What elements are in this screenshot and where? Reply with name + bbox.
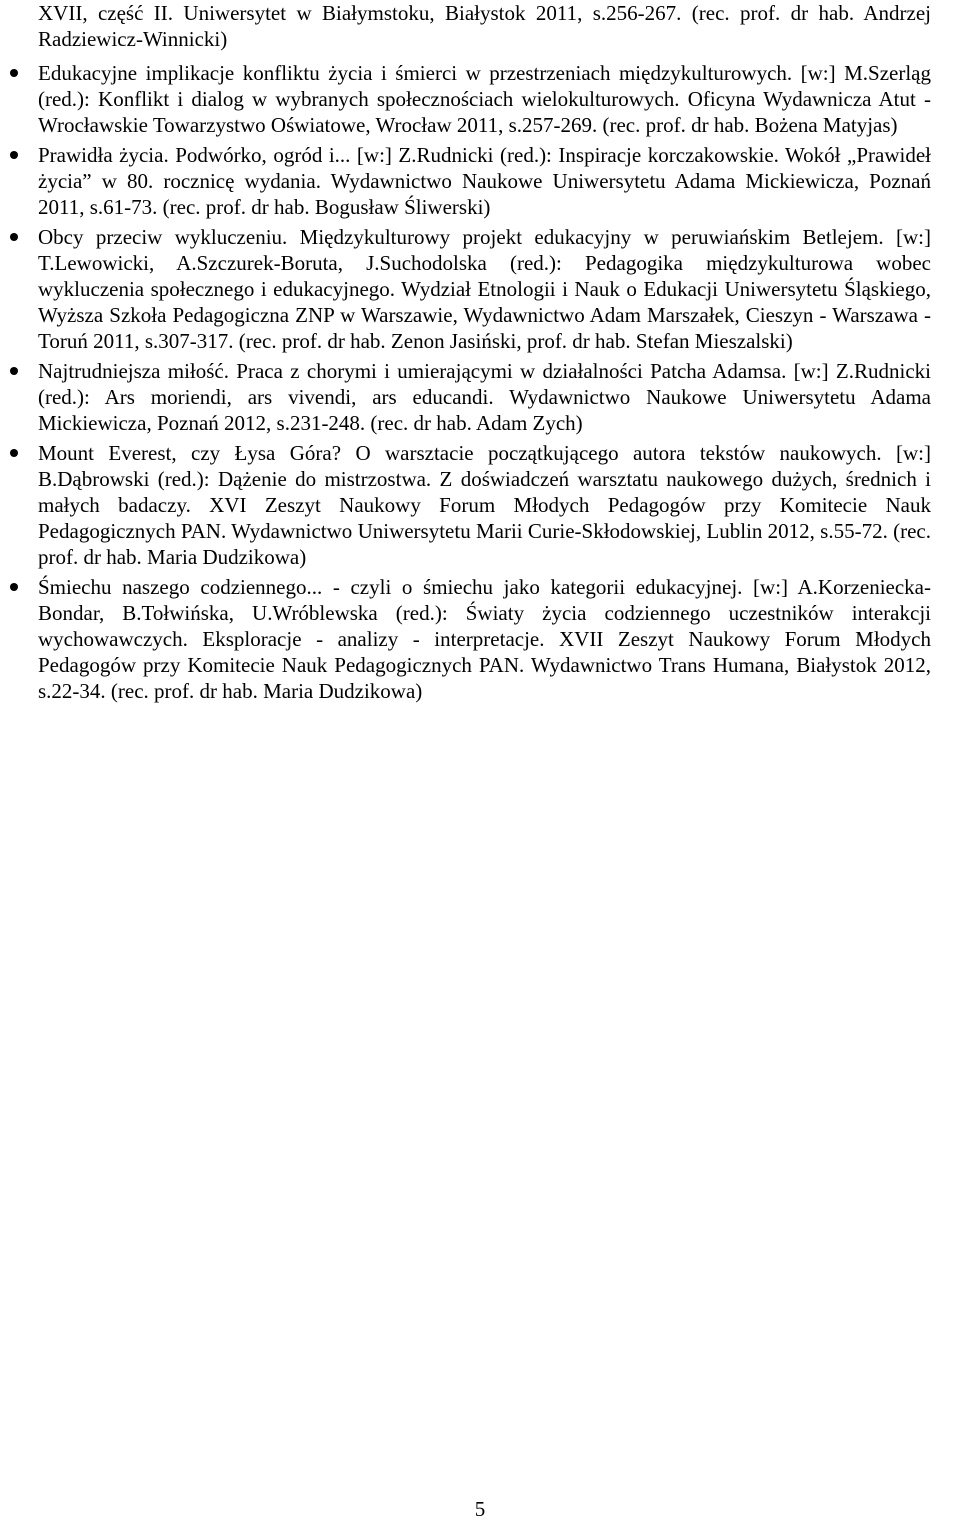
publication-entry [38, 358, 931, 436]
bullet-icon [10, 69, 18, 77]
bullet-icon [10, 233, 18, 241]
continued-entry-text: XVII, część II. Uniwersytet w Białymstoku, Białystok 2011, s.256-267. (rec. prof. dr hab. Andrzej Radziewicz-Winnicki) [38, 1, 931, 51]
bullet-icon [10, 583, 18, 591]
bullet-icon [10, 151, 18, 159]
publication-entry [38, 142, 931, 220]
publication-entry-text: Mount Everest, czy Łysa Góra? O warsztacie początkującego autora tekstów naukowych. [w:] B.Dąbrowski (red.): Dążenie do mistrzostwa. Z doświadczeń warsztatu naukowego dużych, średnich i małych badaczy. XVI Zeszyt Naukowy Forum Młodych Pedagogów przy Komitecie Nauk Pedagogicznych PAN. Wydawnictwo Uniwersytetu Marii Curie-Skłodowskiej, Lublin 2012, s.55-72. (rec. prof. dr hab. Maria Dudzikowa) [38, 441, 931, 569]
publication-entry-text: Edukacyjne implikacje konfliktu życia i śmierci w przestrzeniach międzykulturowych. [w:] M.Szerląg (red.): Konflikt i dialog w wybranych społecznościach wielokulturowych. Oficyna Wydawnicza Atut - Wrocławskie Towarzystwo Oświatowe, Wrocław 2011, s.257-269. (rec. prof. dr hab. Bożena Matyjas) [38, 61, 931, 137]
publication-entry [38, 60, 931, 138]
bullet-icon [10, 449, 18, 457]
bullet-icon [10, 367, 18, 375]
publication-entry [38, 440, 931, 570]
publication-entry-text: Śmiechu naszego codziennego... - czyli o śmiechu jako kategorii edukacyjnej. [w:] A.Korzeniecka-Bondar, B.Tołwińska, U.Wróblewska (red.): Światy życia codziennego uczestników interakcji wychowawczych. Eksploracje - analizy - interpretacje. XVII Zeszyt Naukowy Forum Młodych Pedagogów przy Komitecie Nauk Pedagogicznych PAN. Wydawnictwo Trans Humana, Białystok 2012, s.22-34. (rec. prof. dr hab. Maria Dudzikowa) [38, 575, 931, 703]
publication-entry-text: Najtrudniejsza miłość. Praca z chorymi i umierającymi w działalności Patcha Adamsa. [w:] Z.Rudnicki (red.): Ars moriendi, ars vivendi, ars educandi. Wydawnictwo Naukowe Uniwersytetu Adama Mickiewicza, Poznań 2012, s.231-248. (rec. dr hab. Adam Zych) [38, 359, 931, 435]
publication-entry-text: Prawidła życia. Podwórko, ogród i... [w:] Z.Rudnicki (red.): Inspiracje korczakowskie. Wokół „Prawideł życia” w 80. rocznicę wydania. Wydawnictwo Naukowe Uniwersytetu Adama Mickiewicza, Poznań 2011, s.61-73. (rec. prof. dr hab. Bogusław Śliwerski) [38, 143, 931, 219]
publication-entry-text: Obcy przeciw wykluczeniu. Międzykulturowy projekt edukacyjny w peruwiańskim Betlejem. [w:] T.Lewowicki, A.Szczurek-Boruta, J.Suchodolska (red.): Pedagogika międzykulturowa wobec wykluczenia społecznego i edukacyjnego. Wydział Etnologii i Nauk o Edukacji Uniwersytetu Śląskiego, Wyższa Szkoła Pedagogiczna ZNP w Warszawie, Wydawnictwo Adam Marszałek, Cieszyn - Warszawa - Toruń 2011, s.307-317. (rec. prof. dr hab. Zenon Jasiński, prof. dr hab. Stefan Mieszalski) [38, 225, 931, 353]
publication-entry [38, 574, 931, 704]
publication-entry [38, 224, 931, 354]
page-number: 5 [474, 1497, 486, 1521]
publication-list [38, 0, 931, 708]
